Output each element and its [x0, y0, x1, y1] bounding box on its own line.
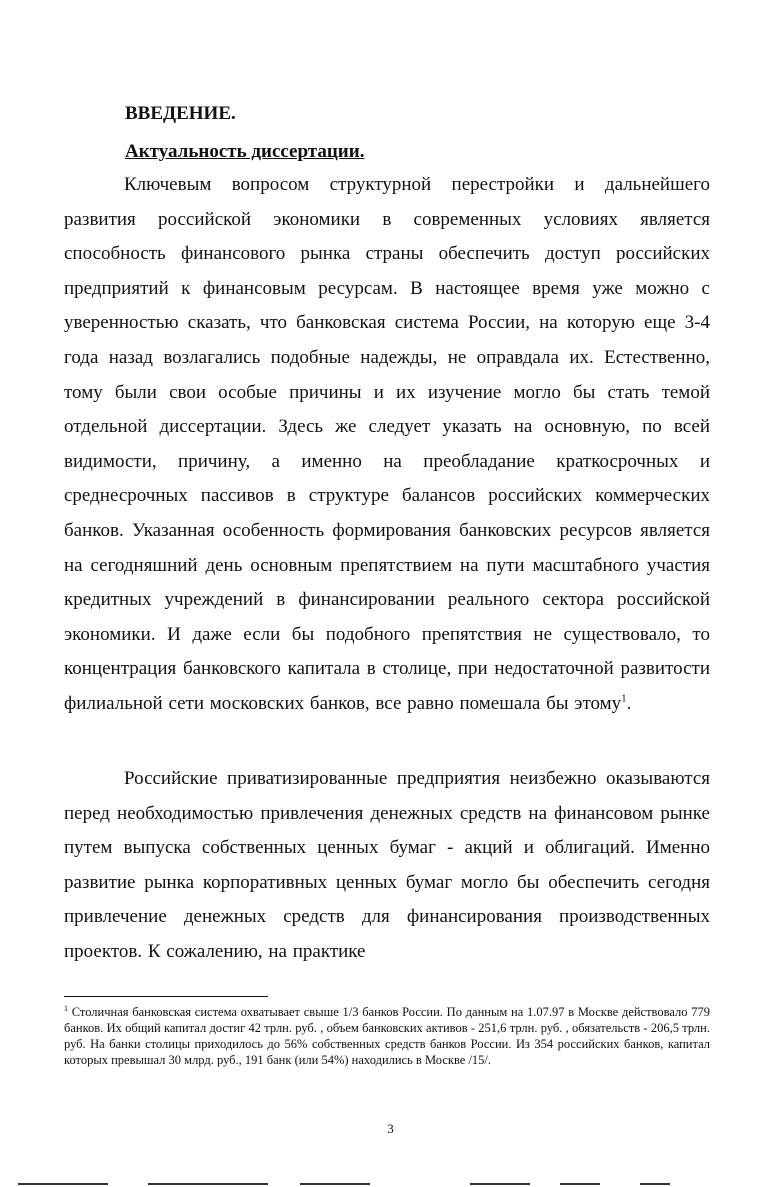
footnote — [64, 1004, 710, 1068]
footnote-reference: 1 — [621, 692, 627, 705]
footnote-text: Столичная банковская система охватывает свыше 1/3 банков России. По данным на 1.07.97 в Москве действовало 779 банков. Их общий капитал достиг 42 трлн. руб. , объем банковских активов - 251,6 трлн. руб. , обязательств - 206,5 трлн. руб. На банки столицы приходилось до 56% собственных средств банков России. Из 354 российских банков, капитал которых превышал 30 млрд. руб., 191 банк (или 54%) находились в Москве /15/. — [64, 1005, 710, 1067]
paragraph-1-text: Ключевым вопросом структурной перестройки и дальнейшего развития российской экономики в современных условиях является способность финансового рынка страны обеспечить доступ российских предприятий к финансовым ресурсам. В настоящее время уже можно с уверенностью сказать, что банковская система России, на которую еще 3-4 года назад возлагались подобные надежды, не оправдала их. Естественно, тому были свои особые причины и их изучение могло бы стать темой отдельной диссертации. Здесь же следует указать на основную, по всей видимости, причину, а именно на преобладание краткосрочных и среднесрочных пассивов в структуре балансов российских коммерческих банков. Указанная особенность формирования банковских ресурсов является на сегодняшний день основным препятствием на пути масштабного участия кредитных учреждений в финансировании реального сектора российской экономики. И даже если бы подобного препятствия не существовало, то концентрация банковского капитала в столице, при недостаточной развитости филиальной сети московских банков, все равно помешала бы этому — [64, 174, 710, 714]
page-number: 3 — [387, 1121, 394, 1136]
paragraph-1-end: . — [626, 692, 632, 714]
footnote-separator — [64, 996, 268, 997]
section-subheading: Актуальность диссертации. — [125, 141, 365, 162]
body-paragraph-2: Российские приватизированные предприятия неизбежно оказываются перед необходимостью привлечения денежных средств на финансовом рынке путем выпуска собственных ценных бумаг - акций и облигаций. Именно развитие рынка корпоративных ценных бумаг могло бы обеспечить сегодня привлечение денежных средств для финансирования производственных проектов. К сожалению, на практике — [64, 768, 710, 962]
footnote-marker: 1 — [64, 1003, 68, 1013]
scan-bottom-edge — [0, 1180, 781, 1187]
body-paragraph-1 — [64, 168, 710, 722]
section-heading: ВВЕДЕНИЕ. — [125, 103, 236, 124]
